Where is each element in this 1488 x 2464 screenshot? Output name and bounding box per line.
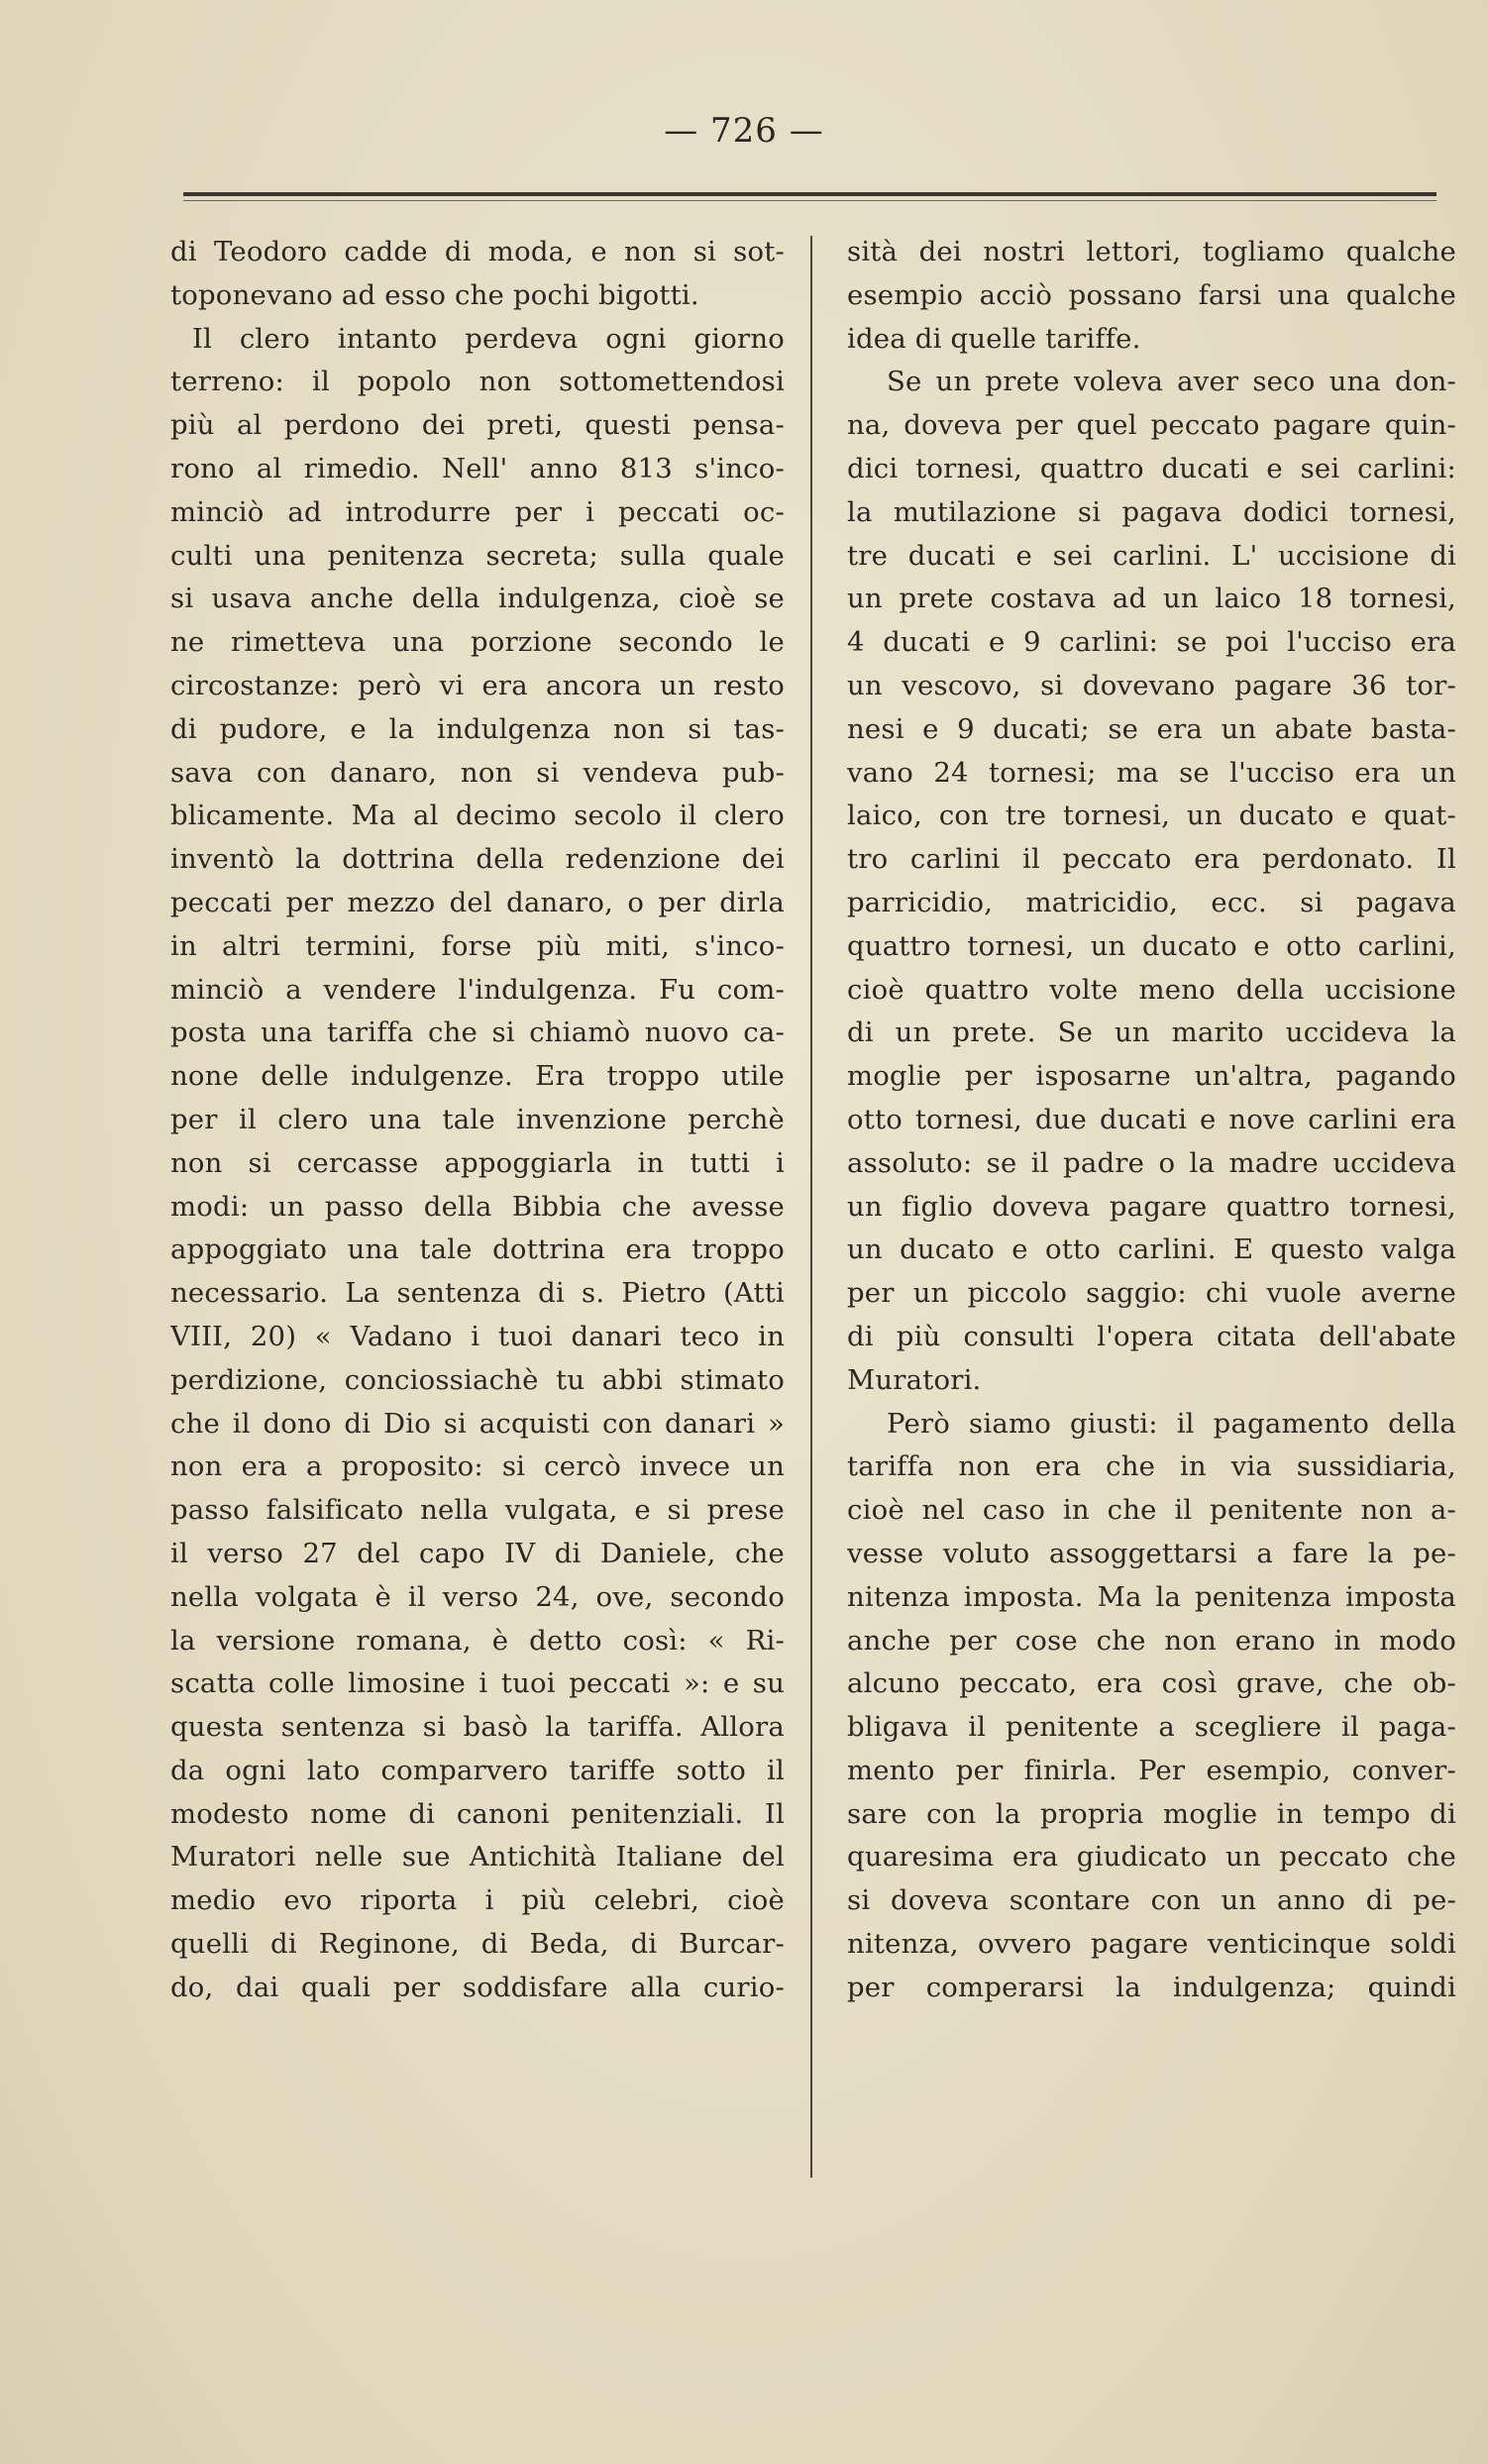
text-line: si doveva scontare con un anno di pe-: [847, 1884, 1456, 1917]
text-line: il verso 27 del capo IV di Daniele, che: [170, 1537, 785, 1569]
text-line: quattro tornesi, un ducato e otto carlini,: [847, 929, 1456, 962]
text-line: un figlio doveva pagare quattro tornesi,: [847, 1190, 1456, 1223]
text-line: nella volgata è il verso 24, ove, secondo: [170, 1580, 785, 1613]
text-line: sità dei nostri lettori, togliamo qualche: [847, 236, 1456, 268]
text-line: di pudore, e la indulgenza non si tas-: [170, 712, 785, 745]
text-line: tro carlini il peccato era perdonato. Il: [847, 843, 1456, 876]
text-line: dici tornesi, quattro ducati e sei carlini:: [847, 452, 1456, 484]
text-line: ne rimetteva una porzione secondo le: [170, 626, 785, 659]
text-line: assoluto: se il padre o la madre uccideva: [847, 1146, 1456, 1179]
text-line: 4 ducati e 9 carlini: se poi l'ucciso era: [847, 626, 1456, 659]
text-line: un vescovo, si dovevano pagare 36 tor-: [847, 669, 1456, 701]
text-line: na, doveva per quel peccato pagare quin-: [847, 409, 1456, 442]
text-line: posta una tariffa che si chiamò nuovo ca-: [170, 1017, 785, 1049]
text-line: Se un prete voleva aver seco una don-: [887, 366, 1456, 398]
text-line: nesi e 9 ducati; se era un abate basta-: [847, 712, 1456, 745]
text-line: minciò a vendere l'indulgenza. Fu com-: [170, 973, 785, 1006]
text-line: vano 24 tornesi; ma se l'ucciso era un: [847, 756, 1456, 789]
text-line: medio evo riporta i più celebri, cioè: [170, 1884, 785, 1917]
text-line: vesse voluto assoggettarsi a fare la pe-: [847, 1537, 1456, 1569]
text-line: per comperarsi la indulgenza; quindi: [847, 1971, 1456, 2003]
text-line: di più consulti l'opera citata dell'abate: [847, 1320, 1456, 1352]
text-line: non si cercasse appoggiarla in tutti i: [170, 1146, 785, 1179]
text-line: moglie per isposarne un'altra, pagando: [847, 1060, 1456, 1093]
text-line: anche per cose che non erano in modo: [847, 1624, 1456, 1657]
text-line: perdizione, conciossiachè tu abbi stimato: [170, 1363, 785, 1396]
text-line: VIII, 20) « Vadano i tuoi danari teco in: [170, 1320, 785, 1352]
text-line: Il clero intanto perdeva ogni giorno: [192, 322, 785, 355]
text-line: modesto nome di canoni penitenziali. Il: [170, 1797, 785, 1830]
text-line: di un prete. Se un marito uccideva la: [847, 1017, 1456, 1049]
right-text-column: [847, 231, 1456, 2010]
text-line: bligava il penitente a scegliere il paga-: [847, 1711, 1456, 1744]
text-line: Muratori nelle sue Antichità Italiane del: [170, 1841, 785, 1874]
text-line: un ducato e otto carlini. E questo valga: [847, 1233, 1456, 1266]
text-line: sare con la propria moglie in tempo di: [847, 1797, 1456, 1830]
text-line: cioè quattro volte meno della uccisione: [847, 973, 1456, 1006]
text-line: otto tornesi, due ducati e nove carlini era: [847, 1103, 1456, 1135]
text-line: culti una penitenza secreta; sulla quale: [170, 539, 785, 572]
text-line: nitenza imposta. Ma la penitenza imposta: [847, 1580, 1456, 1613]
text-line: esempio acciò possano farsi una qualche: [847, 278, 1456, 311]
text-line: necessario. La sentenza di s. Pietro (Atti: [170, 1277, 785, 1310]
text-line: di Teodoro cadde di moda, e non si sot-: [170, 236, 785, 268]
text-line: passo falsificato nella vulgata, e si prese: [170, 1494, 785, 1527]
text-line: si usava anche della indulgenza, cioè se: [170, 583, 785, 615]
text-line: minciò ad introdurre per i peccati oc-: [170, 495, 785, 528]
text-line: cioè nel caso in che il penitente non a-: [847, 1494, 1456, 1527]
page-number: — 726 —: [664, 111, 824, 151]
text-line: sava con danaro, non si vendeva pub-: [170, 756, 785, 789]
text-line: questa sentenza si basò la tariffa. Allora: [170, 1711, 785, 1744]
text-line: terreno: il popolo non sottomettendosi: [170, 366, 785, 398]
text-line: che il dono di Dio si acquisti con danari »: [170, 1407, 785, 1440]
text-line: non era a proposito: si cercò invece un: [170, 1450, 785, 1483]
text-line: inventò la dottrina della redenzione dei: [170, 843, 785, 876]
text-line: da ogni lato comparvero tariffe sotto il: [170, 1754, 785, 1786]
text-line: toponevano ad esso che pochi bigotti.: [170, 278, 699, 311]
text-line: parricidio, matricidio, ecc. si pagava: [847, 886, 1456, 918]
text-line: più al perdono dei preti, questi pensa-: [170, 409, 785, 442]
text-line: peccati per mezzo del danaro, o per dirla: [170, 886, 785, 918]
text-line: Però siamo giusti: il pagamento della: [887, 1407, 1456, 1440]
column-divider: [810, 236, 812, 2178]
text-line: alcuno peccato, era così grave, che ob-: [847, 1667, 1456, 1700]
text-line: quaresima era giudicato un peccato che: [847, 1841, 1456, 1874]
text-line: mento per finirla. Per esempio, conver-: [847, 1754, 1456, 1786]
text-line: per un piccolo saggio: chi vuole averne: [847, 1277, 1456, 1310]
text-line: circostanze: però vi era ancora un resto: [170, 669, 785, 701]
text-line: quelli di Reginone, di Beda, di Burcar-: [170, 1928, 785, 1961]
text-line: laico, con tre tornesi, un ducato e quat-: [847, 800, 1456, 832]
text-line: tre ducati e sei carlini. L' uccisione di: [847, 539, 1456, 572]
left-text-column: [170, 231, 785, 2010]
text-line: idea di quelle tariffe.: [847, 322, 1141, 355]
text-line: nitenza, ovvero pagare venticinque soldi: [847, 1928, 1456, 1961]
header-rule: [183, 192, 1436, 196]
text-line: none delle indulgenze. Era troppo utile: [170, 1060, 785, 1093]
text-line: modi: un passo della Bibbia che avesse: [170, 1190, 785, 1223]
text-line: appoggiato una tale dottrina era troppo: [170, 1233, 785, 1266]
text-line: tariffa non era che in via sussidiaria,: [847, 1450, 1456, 1483]
text-line: in altri termini, forse più miti, s'inco-: [170, 929, 785, 962]
text-line: un prete costava ad un laico 18 tornesi,: [847, 583, 1456, 615]
text-line: do, dai quali per soddisfare alla curio-: [170, 1971, 785, 2003]
text-line: blicamente. Ma al decimo secolo il clero: [170, 800, 785, 832]
text-line: per il clero una tale invenzione perchè: [170, 1103, 785, 1135]
header-rule-thin: [183, 200, 1436, 201]
text-line: rono al rimedio. Nell' anno 813 s'inco-: [170, 452, 785, 484]
text-line: la mutilazione si pagava dodici tornesi,: [847, 495, 1456, 528]
text-line: scatta colle limosine i tuoi peccati »: e su: [170, 1667, 785, 1700]
text-line: Muratori.: [847, 1363, 982, 1396]
text-line: la versione romana, è detto così: « Ri-: [170, 1624, 785, 1657]
